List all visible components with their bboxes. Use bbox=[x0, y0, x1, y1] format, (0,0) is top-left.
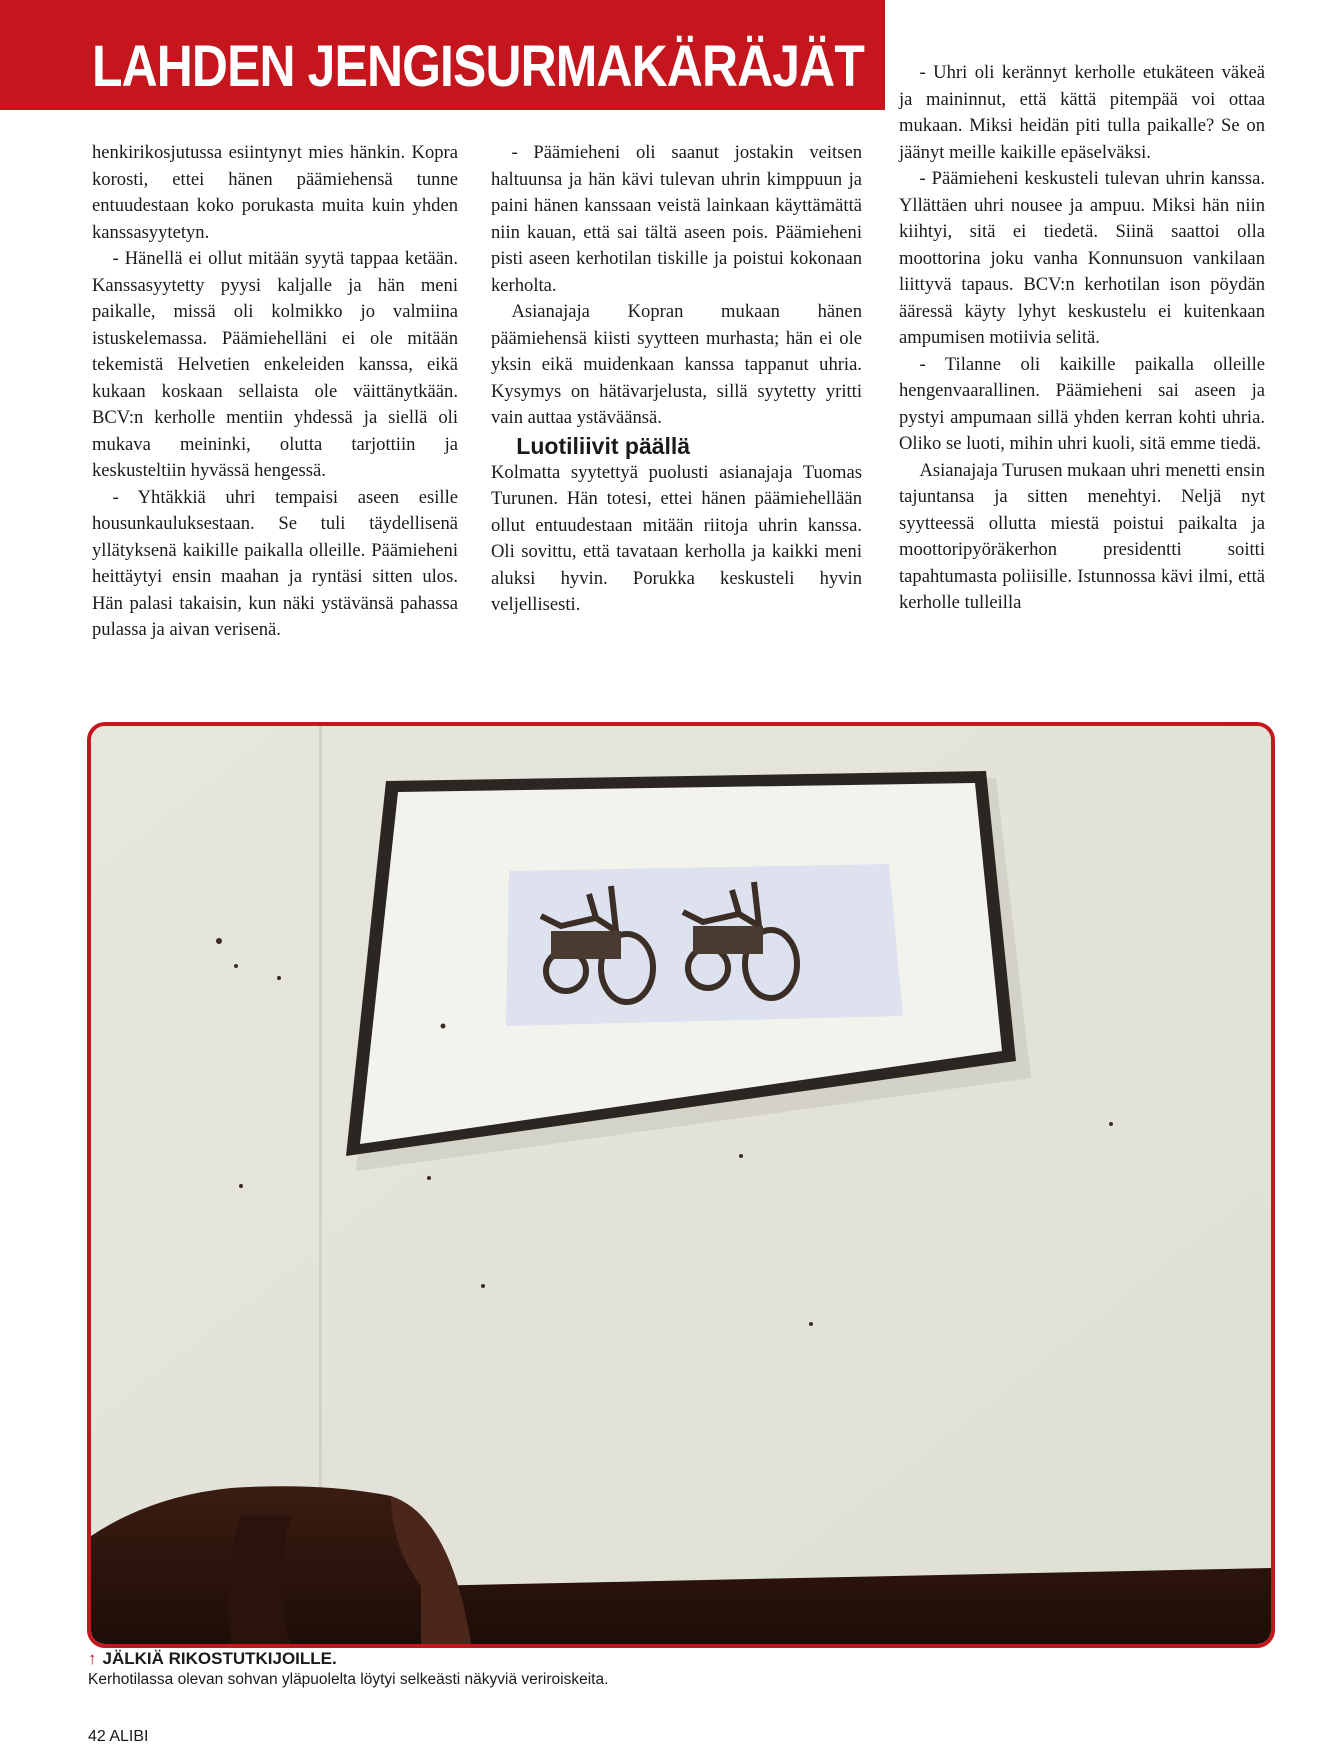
arrow-up-icon: ↑ bbox=[88, 1649, 97, 1668]
article-photo bbox=[87, 722, 1275, 1648]
paragraph: Kolmatta syytettyä puolusti asianajaja Tuomas Turunen. Hän totesi, ettei hänen päämiehellään ollut entuudestaan mitään riitoja uhrin kanssa. Oli sovittu, että tavataan kerholla ja kaikki meni aluksi hyvin. Porukka keskusteli hyvin veljellisesti. bbox=[491, 461, 862, 615]
caption-title bbox=[88, 1648, 1268, 1670]
paragraph: Asianajaja Kopran mukaan hänen päämiehensä kiisti syytteen murhasta; hän ei ole yksin eikä muidenkaan kanssa tappanut uhria. Kysymys on hätävarjelusta, sillä syytetty yritti vain auttaa ystäväänsä. bbox=[491, 301, 862, 428]
paragraph: henkirikosjutussa esiintynyt mies hänkin. Kopra korosti, ettei hänen päämiehensä tunne entuudestaan koko porukasta muita kuin yhden kanssasyytetyn. bbox=[92, 142, 458, 243]
text-column-1 bbox=[92, 140, 458, 644]
framed-motorcycle-picture-icon bbox=[91, 726, 1271, 1644]
text-column-2 bbox=[491, 140, 862, 619]
caption-text: Kerhotilassa olevan sohvan yläpuolelta löytyi selkeästi näkyviä veriroiskeita. bbox=[88, 1671, 609, 1688]
subheading: Luotiliivit päällä bbox=[516, 432, 691, 459]
paragraph: - Päämieheni oli saanut jostakin veitsen haltuunsa ja hän kävi tulevan uhrin kimppuun ja paini hänen kanssaan veistä lainkaan käyttämättä niin kauan, että sai tältä aseen pois. Päämieheni pisti aseen kerhotilan tiskille ja poistui kokonaan kerholta. bbox=[491, 142, 862, 296]
page-folio: 42 ALIBI bbox=[88, 1728, 149, 1745]
paragraph: - Yhtäkkiä uhri tempaisi aseen esille housunkauluksestaan. Se tuli täydellisenä yllätyksenä kaikille paikalla olleille. Päämieheni heittäytyi ensin maahan ja ryntäsi sitten ulos. Hän palasi takaisin, kun näki ystävänsä pahassa pulassa ja aivan verisenä. bbox=[92, 486, 458, 640]
caption-title-text: JÄLKIÄ RIKOSTUTKIJOILLE. bbox=[102, 1649, 337, 1668]
paragraph: - Tilanne oli kaikille paikalla olleille hengenvaarallinen. Päämieheni sai aseen ja pystyi ampumaan sillä yhden kerran kohti uhria. Oliko se luoti, mihin uhri kuoli, sitä emme tiedä. bbox=[899, 353, 1265, 454]
text-column-3 bbox=[899, 60, 1265, 617]
page-headline: LAHDEN JENGISURMAKÄRÄJÄT bbox=[92, 34, 864, 99]
photo-caption bbox=[88, 1648, 1268, 1690]
paragraph: - Hänellä ei ollut mitään syytä tappaa ketään. Kanssasyytetty pyysi kaljalle ja hän meni paikalle, missä oli kolmikko jo valmiina istuskelemassa. Päämiehelläni ei ole mitään tekemistä Helvetien enkeleiden kanssa, eikä kukaan koskaan sellaista ole väittänytkään. BCV:n kerholle mentiin yhdessä ja siellä oli mukava meininki, olutta tarjottiin ja keskusteltiin hyvässä hengessä. bbox=[92, 248, 458, 481]
paragraph: - Uhri oli kerännyt kerholle etukäteen väkeä ja maininnut, että kättä pitempää voi ottaa mukaan. Miksi heidän piti tulla paikalle? Se on jäänyt meille kaikille epäselväksi. bbox=[899, 62, 1265, 163]
paragraph: - Päämieheni keskusteli tulevan uhrin kanssa. Yllättäen uhri nousee ja ampuu. Miksi hän niin kiihtyi, sitä ei tiedetä. Siinä saattoi olla moottorina joku vanha Konnunsuon vankilaan liittyvä tapaus. BCV:n kerhotilan ison pöydän ääressä käyty lyhyt keskustelu ei kuitenkaan ampumisen motiivia selitä. bbox=[899, 168, 1265, 348]
paragraph: Asianajaja Turusen mukaan uhri menetti ensin tajuntansa ja sitten menehtyi. Neljä nyt syytteessä ollutta miestä poistui paikalta ja moottoripyöräkerhon presidentti soitti tapahtumasta poliisille. Istunnossa kävi ilmi, että kerholle tulleilla bbox=[899, 459, 1265, 613]
